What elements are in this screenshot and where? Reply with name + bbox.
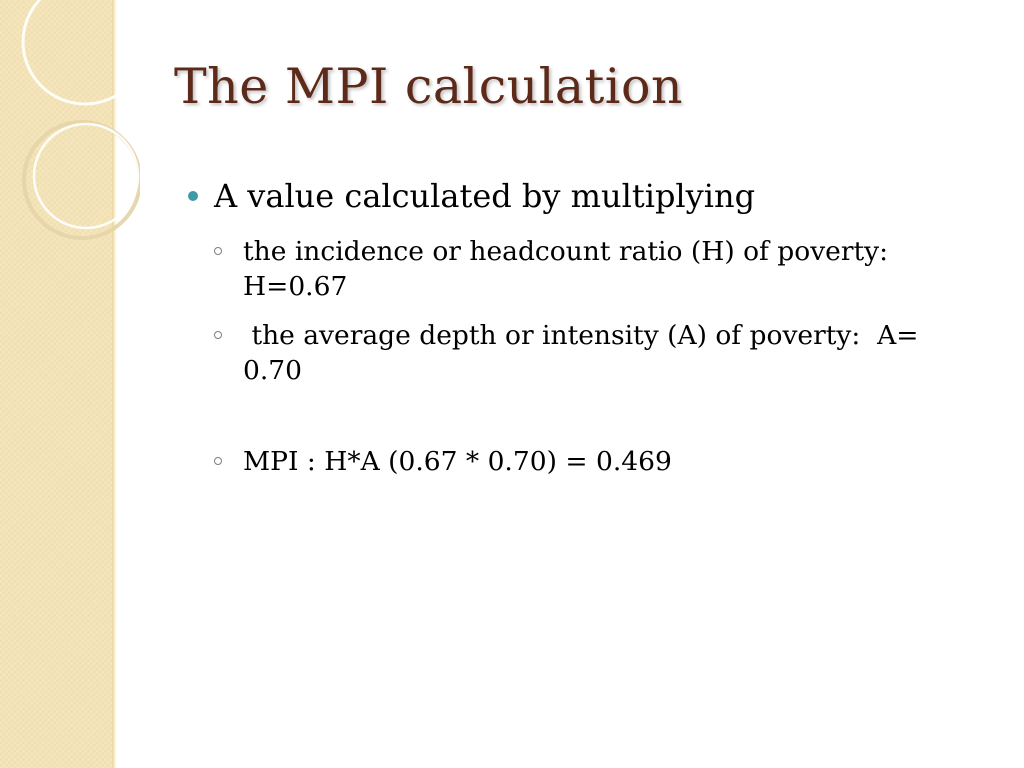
decorative-sidebar <box>0 0 112 768</box>
sub-bullet-text: the average depth or intensity (A) of poverty: A= 0.70 <box>243 320 927 386</box>
sidebar-edge <box>112 0 117 768</box>
slide-title: The MPI calculation <box>174 58 684 115</box>
sub-bullet-headcount <box>188 234 933 304</box>
sub-bullet-mpi <box>188 444 933 479</box>
bullet-dot-icon <box>188 191 198 201</box>
bullet-level1 <box>188 172 988 220</box>
ring-bullet-icon <box>214 247 222 255</box>
ring-bullet-icon <box>214 457 222 465</box>
sub-bullet-intensity <box>188 318 933 388</box>
sub-bullet-text: MPI : H*A (0.67 * 0.70) = 0.469 <box>243 446 672 477</box>
bullet-level1-text: A value calculated by multiplying <box>214 177 756 215</box>
ring-bullet-icon <box>214 331 222 339</box>
slide-body <box>188 172 988 479</box>
sub-bullet-text: the incidence or headcount ratio (H) of poverty: H=0.67 <box>243 236 897 302</box>
